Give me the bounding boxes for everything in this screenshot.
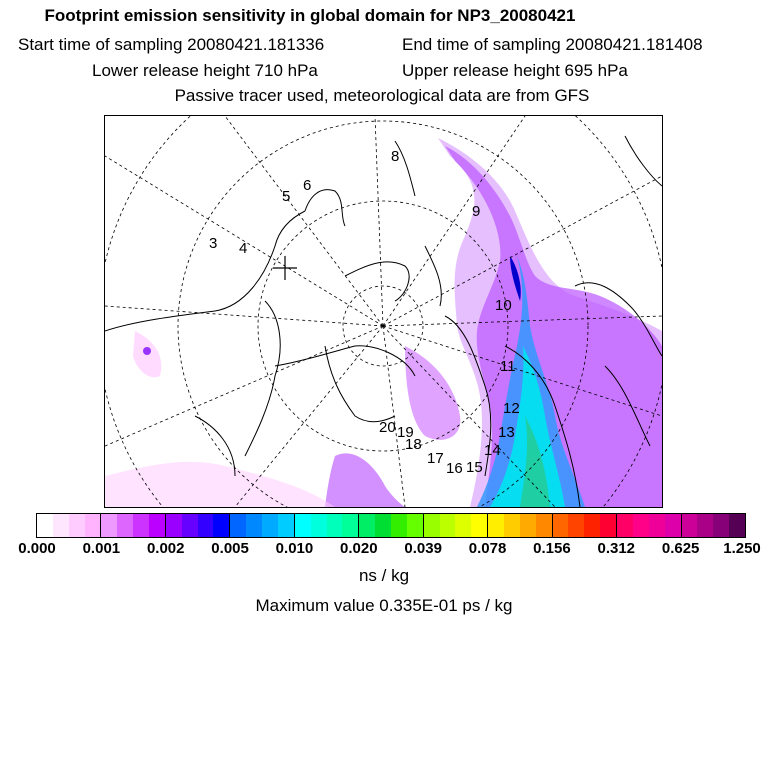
color-scale-tick-label: 0.625 [661,540,700,557]
end-time-label: End time of sampling 20080421.181408 [402,35,703,54]
color-scale-swatch [359,514,375,537]
color-scale-swatch [391,514,407,537]
color-scale-segment [681,514,745,537]
map-label: 12 [503,400,520,417]
page-title: Footprint emission sensitivity in global domain for NP3_20080421 [44,6,576,25]
color-scale-segment [100,514,164,537]
color-scale-swatch [213,514,229,537]
color-scale-tick-label: 0.312 [597,540,636,557]
color-scale-swatch [246,514,262,537]
color-scale-tick-label: 0.005 [211,540,249,557]
map-label: 16 [446,460,463,477]
color-scale-tick-label: 1.250 [723,540,761,557]
color-scale-tick-label: 0.002 [146,540,185,557]
map-label: 19 [397,424,414,441]
color-scale-swatch [149,514,165,537]
color-scale-swatch [69,514,85,537]
color-scale-swatch [230,514,246,537]
map-label: 11 [500,358,516,375]
color-scale-swatch [633,514,649,537]
color-scale-segment [165,514,229,537]
color-scale-segment [616,514,680,537]
map-label: 6 [303,177,312,194]
color-scale-swatch [295,514,311,537]
color-scale-bar [36,513,746,538]
color-scale-segment [294,514,358,537]
color-scale-tick-label: 0.001 [82,540,121,557]
map-label: 20 [379,419,396,436]
map-label: 18 [405,436,422,453]
color-scale-swatch [520,514,536,537]
color-scale-swatch [311,514,327,537]
map-label: 15 [466,459,483,476]
color-scale-tick-label: 0.078 [468,540,507,557]
color-scale-segment [229,514,293,537]
start-time-label: Start time of sampling 20080421.181336 [18,35,325,54]
color-scale-swatch [504,514,520,537]
color-scale-swatch [117,514,133,537]
color-scale-swatch [327,514,343,537]
color-scale-swatch [697,514,713,537]
map-label: 9 [472,203,481,220]
color-scale-swatch [455,514,471,537]
color-scale-swatch [37,514,53,537]
color-scale-swatch [729,514,745,537]
color-scale-swatch [471,514,487,537]
map-canvas [105,116,662,507]
color-scale-swatch [553,514,569,537]
color-scale-tick-label: 0.010 [275,540,314,557]
color-scale-swatch [649,514,665,537]
color-scale-swatch [133,514,149,537]
color-scale-swatch [682,514,698,537]
color-scale-swatch [713,514,729,537]
release-point-cross-icon [273,256,297,280]
color-scale-swatch [440,514,456,537]
map-label: 17 [427,450,444,467]
color-scale-swatch [166,514,182,537]
color-scale-swatch [407,514,423,537]
color-scale-tick-label: 0.020 [340,540,378,557]
maximum-value-label: Maximum value 0.335E-01 ps / kg [255,596,513,615]
color-scale-swatch [536,514,552,537]
color-scale-swatch [342,514,358,537]
color-scale-segment [37,514,100,537]
color-scale-segment [423,514,487,537]
color-scale-segment [358,514,422,537]
color-scale-swatch [424,514,440,537]
footprint-map [104,115,663,508]
tracer-note: Passive tracer used, meteorological data are from GFS [174,86,590,105]
map-label: 8 [391,148,400,165]
color-scale-swatch [375,514,391,537]
color-scale-swatch [198,514,214,537]
color-scale-swatch [665,514,681,537]
color-scale-swatch [182,514,198,537]
color-scale-swatch [53,514,69,537]
upper-release-height-label: Upper release height 695 hPa [402,61,628,80]
color-scale-swatch [85,514,101,537]
color-scale-swatch [101,514,117,537]
emission-plume [105,138,662,507]
color-scale-swatch [617,514,633,537]
map-label: 5 [282,188,291,205]
color-scale-swatch [278,514,294,537]
map-label: 13 [498,424,515,441]
color-scale-segment [487,514,551,537]
color-scale-swatch [600,514,616,537]
color-scale-tick-label: 0.039 [404,540,442,557]
color-scale-swatch [568,514,584,537]
map-label: 10 [495,297,512,314]
map-label: 4 [239,240,248,257]
color-scale-tick-label: 0.000 [18,540,56,557]
color-scale-tick-label: 0.156 [533,540,571,557]
map-label: 3 [209,235,218,252]
color-scale-swatch [262,514,278,537]
map-label: 14 [484,442,501,459]
color-scale-swatch [488,514,504,537]
color-scale-segment [552,514,616,537]
lower-release-height-label: Lower release height 710 hPa [92,61,318,80]
color-scale-swatch [584,514,600,537]
color-scale-unit: ns / kg [358,566,410,585]
